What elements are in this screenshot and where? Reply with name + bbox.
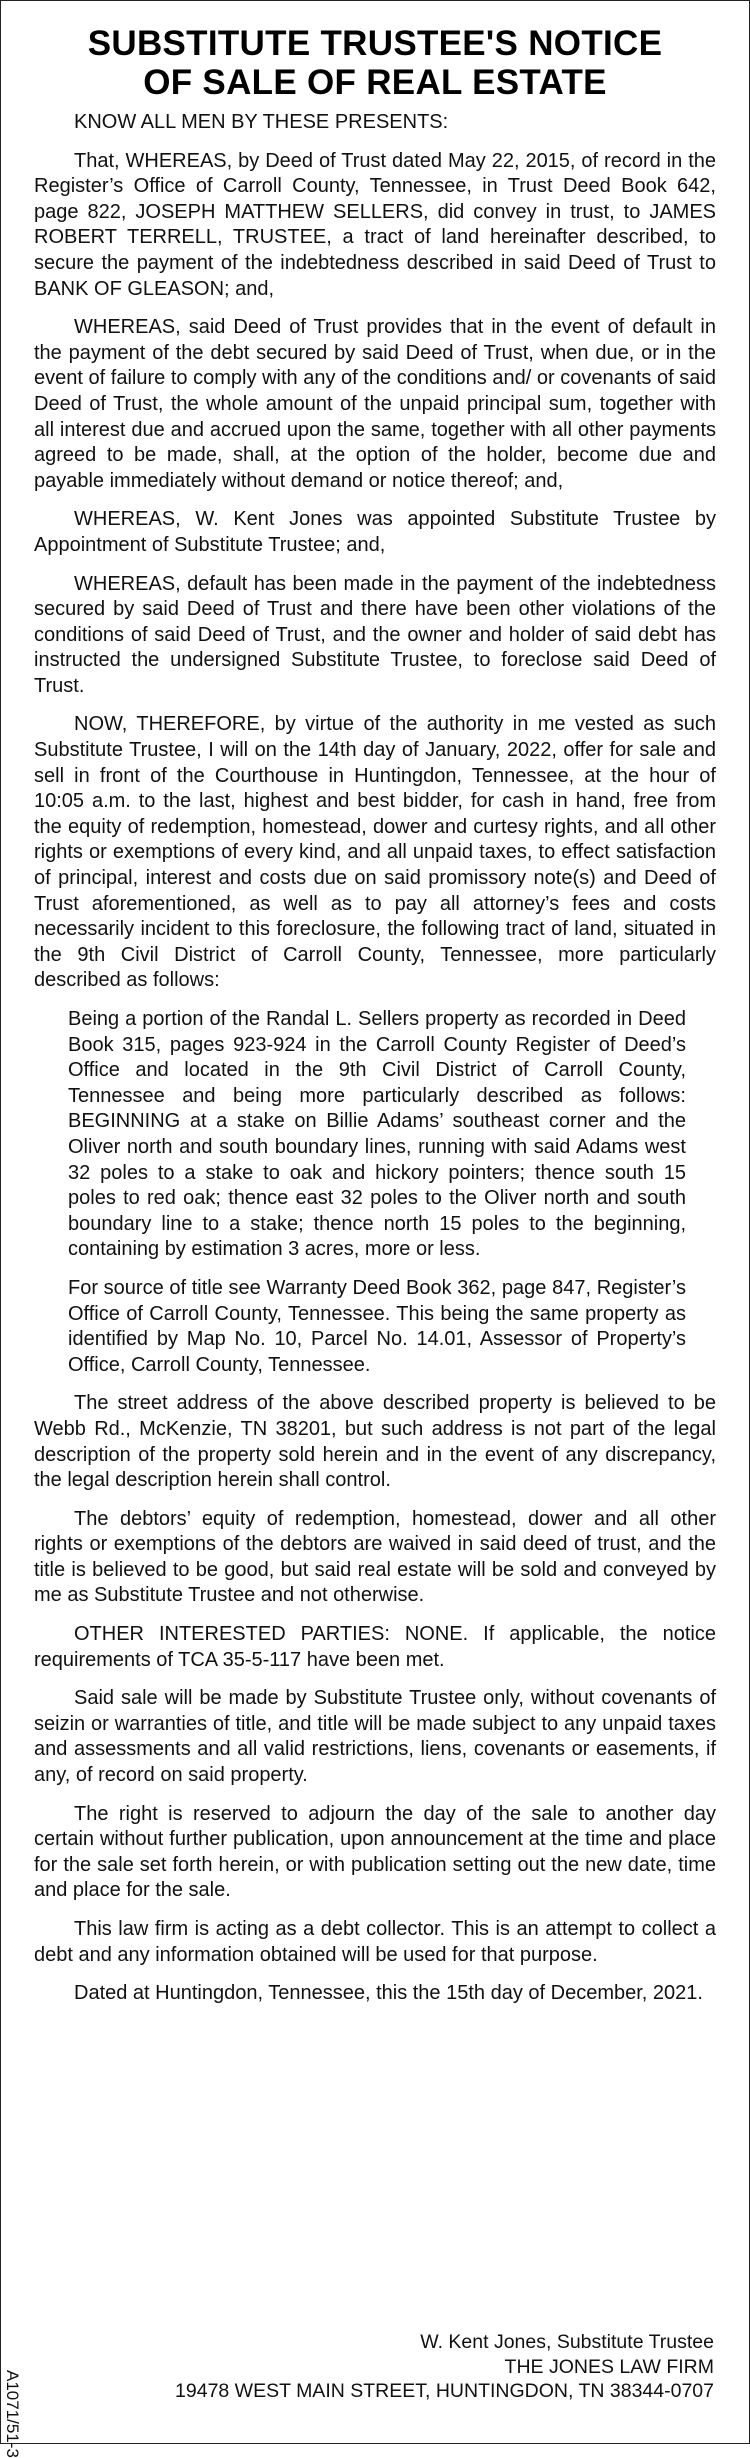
ad-code: A1071/51-3 — [3, 2370, 22, 2458]
paragraph-appointment: WHEREAS, W. Kent Jones was appointed Substitute Trustee by Appointment of Substitute Trustee; and, — [34, 508, 716, 556]
paragraph-sale-terms: NOW, THEREFORE, by virtue of the authority in me vested as such Substitute Trustee, I will on the 14th day of January, 2022, offer for sale and sell in front of the Courthouse in Huntingdon, Tennessee, at the hour of 10:05 a.m. to the last, highest and best bidder, for cash in hand, free from the equity of redemption, homestead, dower and curtesy rights, and all other rights or exemptions of every kind, and all unpaid taxes, to effect satisfaction of principal, interest and costs due on said promissory note(s) and Deed of Trust aforementioned, as well as to pay all attorney’s fees and costs necessarily incident to this foreclosure, the following tract of land, situated in the 9th Civil District of Carroll County, Tennessee, more particularly described as follows: — [34, 713, 716, 992]
signature-block — [175, 2330, 714, 2404]
paragraph-sale-conditions: Said sale will be made by Substitute Trustee only, without covenants of seizin or warranties of title, and title will be made subject to any unpaid taxes and assessments and all valid restrictions, liens, covenants or easements, if any, of record on said property. — [34, 1687, 716, 1787]
paragraph-adjournment: The right is reserved to adjourn the day of the sale to another day certain without further publication, upon announcement at the time and place for the sale set forth herein, or with publication setting out the new date, time and place for the sale. — [34, 1802, 716, 1902]
signature-address: 19478 WEST MAIN STREET, HUNTINGDON, TN 38344-0707 — [175, 2380, 714, 2402]
title-line-1: SUBSTITUTE TRUSTEE'S NOTICE — [87, 24, 663, 63]
dated-line: Dated at Huntingdon, Tennessee, this the 15th day of December, 2021. — [74, 1982, 703, 2005]
signature-firm: THE JONES LAW FIRM — [504, 2355, 714, 2378]
source-of-title: For source of title see Warranty Deed Book 362, page 847, Register’s Office of Carroll County, Tennessee. This being the same property as identified by Map No. 10, Parcel No. 14.01, Assessor of Property’s Office, Carroll County, Tennessee. — [68, 1276, 686, 1376]
notice-body — [34, 110, 716, 2020]
title-line-2: OF SALE OF REAL ESTATE — [143, 63, 607, 102]
property-description: Being a portion of the Randal L. Sellers property as recorded in Deed Book 315, pages 923-924 in the Carroll County Register of Deed’s Office and located in the 9th Civil District of Carroll County, Tennessee and being more particularly described as follows: BEGINNING at a stake on Billie Adams’ southeast corner and the Oliver north and south boundary lines, running with said Adams west 32 poles to a stake to oak and hickory pointers; thence south 15 poles to red oak; thence east 32 poles to the Oliver north and south boundary line to a stake; thence north 15 poles to the beginning, containing by estimation 3 acres, more or less. — [68, 1008, 686, 1261]
paragraph-deed-of-trust: That, WHEREAS, by Deed of Trust dated May 22, 2015, of record in the Register’s Office of Carroll County, Tennessee, in Trust Deed Book 642, page 822, JOSEPH MATTHEW SELLERS, did convey in trust, to JAMES ROBERT TERRELL, TRUSTEE, a tract of land hereinafter described, to secure the payment of the indebtedness described in said Deed of Trust to BANK OF GLEASON; and, — [34, 149, 716, 300]
paragraph-default-terms: WHEREAS, said Deed of Trust provides that in the event of default in the payment of the debt secured by said Deed of Trust, when due, or in the event of failure to comply with any of the conditions and/ or covenants of said Deed of Trust, the whole amount of the unpaid principal sum, together with all interest due and accrued upon the same, together with all other payments agreed to be made, shall, at the option of the holder, become due and payable immediately without demand or notice thereof; and, — [34, 316, 716, 492]
paragraph-equity-waived: The debtors’ equity of redemption, homestead, dower and all other rights or exemptions of the debtors are waived in said deed of trust, and the title is believed to be good, but said real estate will be sold and conveyed by me as Substitute Trustee and not otherwise. — [34, 1507, 716, 1607]
paragraph-street-address: The street address of the above described property is believed to be Webb Rd., McKenzie, TN 38201, but such address is not part of the legal description of the property sold herein and in the event of any discrepancy, the legal description herein shall control. — [34, 1392, 716, 1492]
intro-line: KNOW ALL MEN BY THESE PRESENTS: — [74, 111, 449, 133]
notice-title — [0, 24, 750, 102]
paragraph-default-made: WHEREAS, default has been made in the payment of the indebtedness secured by said Deed of Trust and there have been other violations of the conditions of said Deed of Trust, and the owner and holder of said debt has instructed the undersigned Substitute Trustee, to foreclose said Deed of Trust. — [34, 572, 716, 697]
paragraph-debt-collector: This law firm is acting as a debt collector. This is an attempt to collect a debt and any information obtained will be used for that purpose. — [34, 1918, 716, 1966]
paragraph-interested-parties: OTHER INTERESTED PARTIES: NONE. If applicable, the notice requirements of TCA 35-5-117 have been met. — [34, 1623, 716, 1671]
signature-name: W. Kent Jones, Substitute Trustee — [420, 2331, 714, 2353]
